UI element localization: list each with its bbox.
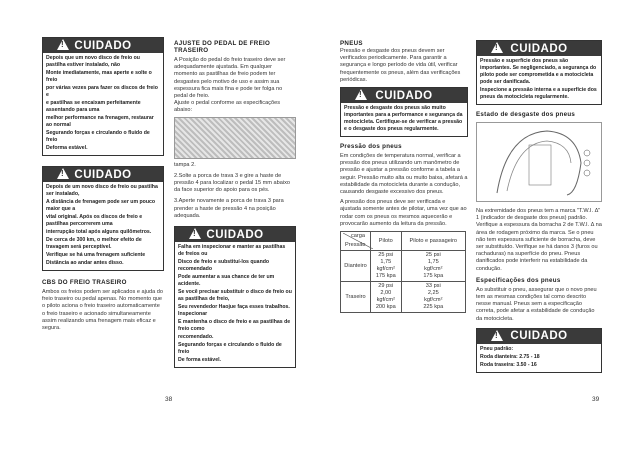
- page-number-right: 39: [592, 396, 600, 403]
- corner-bottom-label: Pressão: [345, 242, 366, 249]
- caution-box-6: [476, 328, 602, 373]
- section-heading: CBS DO FREIO TRASEIRO: [42, 279, 127, 286]
- caution-body: [43, 53, 163, 155]
- caution-box-2: [42, 166, 164, 271]
- step-text: 3.Aperte novamente a porca de trava 3 para prender a haste de pressão 4 na posição adequada.: [174, 198, 284, 219]
- caution-line: Pressão e desgaste dos pneus são muito importantes para a performance e segurança da motocicleta. Certifique-se de verificar a pressão e o desgaste dos pneus regularmente.: [344, 105, 463, 133]
- warning-icon: [57, 168, 69, 179]
- section-heading: AJUSTE DO PEDAL DE FREIO TRASEIRO: [174, 40, 271, 54]
- section-heading: Especificações dos pneus: [476, 276, 561, 284]
- caution-body: [175, 242, 295, 367]
- caution-body: [477, 56, 601, 104]
- caution-box-5: [476, 40, 602, 105]
- caution-line: por várias vezes para fazer os discos de freio e: [46, 85, 158, 98]
- tire-wear-illustration: [476, 122, 602, 202]
- section-heading: Estado de desgaste dos pneus: [476, 111, 576, 118]
- caution-line: De cerca de 300 km, o melhor efeito de travagem será perceptível.: [46, 237, 142, 250]
- table-header-cell: Piloto e passageiro: [401, 232, 465, 251]
- caution-line: Falha em inspecionar e manter as pastilhas de freios ou: [178, 244, 286, 258]
- warning-icon: [491, 330, 503, 341]
- caution-box-3: [174, 226, 296, 368]
- brake-pedal-illustration: [174, 117, 296, 159]
- table-header-cell: Piloto: [371, 232, 402, 251]
- table-cell: 25 psi 1,75 kgf/cm² 175 kpa: [371, 251, 402, 282]
- paragraph: Ao substituir o pneu, assegurar que o novo pneu tem as mesmas condições tal como descrito nesse manual. Pneus sem a especificação correta, pode afetar a estabilidade de condução da motocicleta.: [476, 286, 597, 322]
- caution-line: interrupção total após alguns quilômetros.: [46, 229, 152, 235]
- caution-line: recomendado.: [178, 334, 214, 341]
- caution-line: melhor performance na frenagem, restaurar ao normal: [46, 115, 154, 128]
- warning-icon: [189, 228, 201, 239]
- caution-body: [341, 103, 467, 136]
- caution-header: [477, 329, 601, 344]
- caution-line: Pode aumentar a sua chance de ter um acidente.: [178, 274, 275, 288]
- caution-line: A distância de frenagem pode ser um pouco maior que a: [46, 199, 156, 212]
- corner-top-label: carga: [351, 233, 365, 240]
- column-2: [174, 40, 296, 368]
- table-cell: 25 psi 1,75 kgf/cm² 175 kpa: [401, 251, 465, 282]
- caution-line: Pneu padrão:: [480, 345, 514, 352]
- caution-line: Depois que um novo disco de freio ou pastilha estiver instalado, não: [46, 55, 140, 68]
- page-number-left: 38: [165, 396, 173, 403]
- caution-label: CUIDADO: [206, 228, 264, 241]
- caution-label: CUIDADO: [510, 42, 568, 55]
- caution-line: Deforma estável.: [46, 145, 88, 151]
- caution-line: De forma estável.: [178, 357, 221, 364]
- caution-line: Pressão e superfície dos pneus são importantes. Se negligenciado, a segurança do piloto pode ser comprometida e a motocicleta pode ser danificada.: [480, 58, 597, 85]
- warning-icon: [355, 89, 367, 100]
- caution-label: CUIDADO: [74, 168, 132, 181]
- section-heading: PNEUS: [340, 40, 363, 47]
- caution-line: Segurando forças e circulando o fluido de freio: [178, 342, 282, 356]
- caution-line: e pastilhas se encaixam perfeitamente assentando para uma: [46, 100, 141, 113]
- caution-line: Depois de um novo disco de freio ou pastilha ser instalado,: [46, 184, 158, 197]
- caution-body: [477, 344, 601, 372]
- caution-header: [477, 41, 601, 56]
- caution-line: Seu revendedor Haojue faça esses trabalhos. Inspecionar: [178, 304, 290, 318]
- caution-box-1: [42, 37, 164, 156]
- column-1: [42, 37, 164, 332]
- section-heading: Pressão dos pneus: [340, 143, 402, 151]
- step-text: tampa 2.: [174, 161, 196, 168]
- paragraph: Ambos os freios podem ser aplicados e ajuda do freio traseiro ou pedal apenas. No momento que o piloto aciona o freio traseiro automaticamente o freio traseiro e acionado simultaneamente assim realizando uma frenagem mais eficaz e segura.: [42, 289, 163, 332]
- caution-header: [175, 227, 295, 242]
- paragraph: Ajuste o pedal conforme as especificações abaixo:: [174, 100, 281, 114]
- caution-line: Inspecione a pressão interna e a superfície dos pneus da motocicleta regularmente.: [480, 87, 597, 100]
- caution-line: Roda traseira: 3.50 - 16: [480, 361, 537, 368]
- paragraph: Pressão e desgaste dos pneus devem ser verificados periodicamente. Para garantir a segurança e longo período de vida útil, verificar frequentemente os pneus, além das verificações periódicas.: [340, 48, 461, 83]
- paragraph: Na extremidade dos pneus tem a marca "T.W.I. Δ" 1 (indicador de desgaste dos pneus) padrão. Verifique a espessura da borracha 2 de T.W.I. Δ na área de rodagem próximo da marca. Se o pneu não tem espessura suficiente de borracha, deve ser substituído. Verifique se há danos 3 (furos ou rachaduras) na superfície do pneu. Pneus danificados pode interferir na estabilidade da condução.: [476, 208, 602, 272]
- caution-line: vital original. Após os discos de freio e pastilhas percorrerem uma: [46, 214, 143, 227]
- caution-header: [341, 88, 467, 103]
- caution-body: [43, 182, 163, 270]
- paragraph: Em condições de temperatura normal, verificar a pressão dos pneus utilizando um manômetro de pressão e ajustar a pressão conforme a tabela a seguir. Pressão muito alta ou muito baixa, afetará a estabilidade da motocicleta durante a condução, causando desgaste excessivo dos pneus.: [340, 153, 468, 196]
- table-row-label: Traseiro: [341, 282, 371, 313]
- caution-line: Monte imediatamente, mas aperte e solte o freio: [46, 70, 152, 83]
- caution-line: Se você precisar substituir o disco de freio ou as pastilhas de freio,: [178, 289, 292, 303]
- column-4: [476, 40, 602, 373]
- tire-wear-drawing: [477, 123, 601, 201]
- table-cell: 29 psi 2,00 kgf/cm² 200 kpa: [371, 282, 402, 313]
- paragraph: A pressão dos pneus deve ser verificada e ajustada somente antes de pilotar, uma vez que ao rodar com os pneus os mesmos aquecerão e provocarão aumento da leitura da pressão.: [340, 199, 467, 227]
- caution-box-4: [340, 87, 468, 137]
- table-row-label: Dianteiro: [341, 251, 371, 282]
- caution-label: CUIDADO: [74, 39, 132, 52]
- warning-icon: [491, 42, 503, 53]
- caution-label: CUIDADO: [510, 330, 568, 343]
- caution-header: [43, 38, 163, 53]
- caution-line: Roda dianteira: 2.75 - 18: [480, 353, 540, 360]
- step-text: 2.Solte a porca de trava 3 e gire a haste de pressão 4 para localizar o pedal 15 mm abaixo da face superior do apoio para os pés.: [174, 172, 290, 194]
- caution-header: [43, 167, 163, 182]
- paragraph: A Posição do pedal do freio traseiro deve ser adequadamente ajustada. Em qualquer momento as pastilhas de freio podem ter desgastes pelo motivo de uso e assim sua espessura fica mais fina e pode ter folga no pedal de freio.: [174, 57, 286, 100]
- caution-line: E mantenha o disco de freio e as pastilhas de freio como: [178, 319, 291, 333]
- diagonal-header: [343, 233, 368, 249]
- column-3: [340, 40, 468, 313]
- caution-line: Verifique se há uma frenagem suficiente: [46, 252, 146, 258]
- caution-line: Distância ao andar antes disso.: [46, 260, 124, 266]
- warning-icon: [57, 39, 69, 50]
- table-cell: 33 psi 2,25 kgf/cm² 225 kpa: [401, 282, 465, 313]
- caution-line: Disco de freio e substituí-los quando recomendado: [178, 259, 270, 273]
- caution-line: Segurando forças e circulando o fluido de freio: [46, 130, 150, 143]
- table-corner-cell: [341, 232, 371, 251]
- tire-pressure-table: [340, 231, 466, 313]
- caution-label: CUIDADO: [375, 89, 433, 102]
